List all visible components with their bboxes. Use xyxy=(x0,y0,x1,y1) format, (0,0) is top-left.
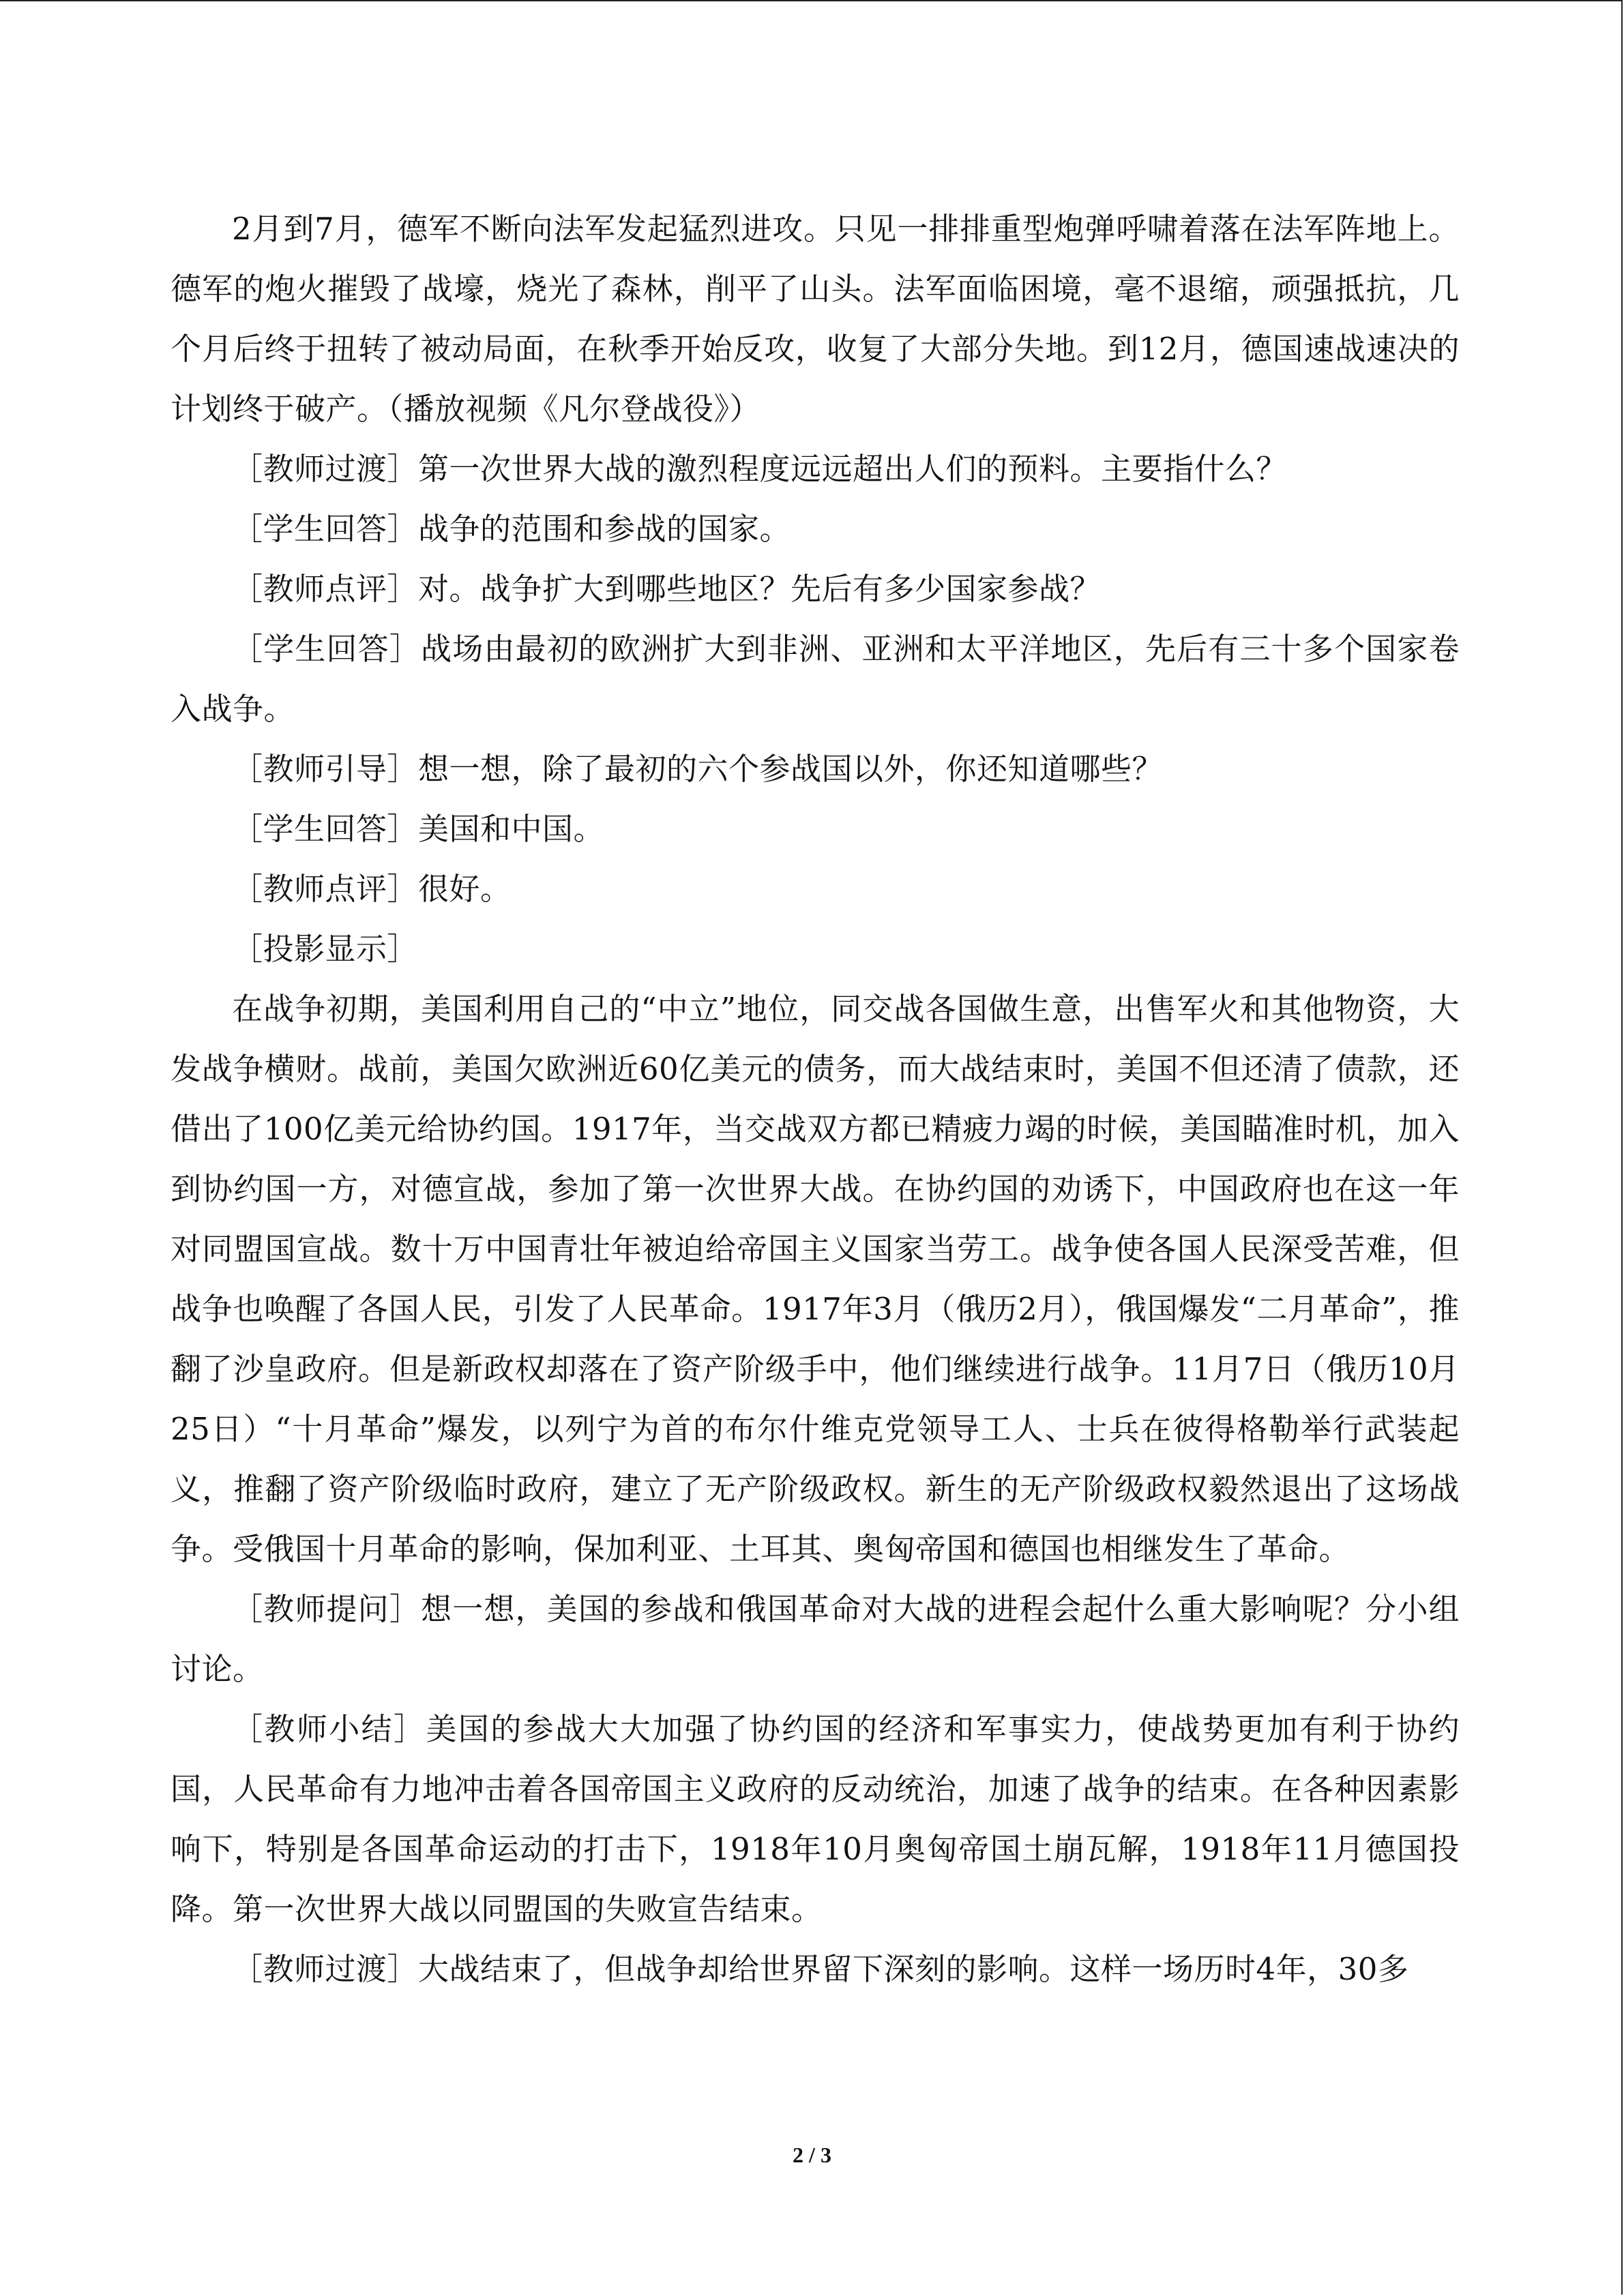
paragraph-teacher-guide: ［教师引导］想一想，除了最初的六个参战国以外，你还知道哪些？ xyxy=(232,751,1164,787)
paragraph-teacher-question: ［教师提问］想一想，美国的参战和俄国革命对大战的进程会起什么重大影响呢？分小组讨论。 xyxy=(171,1591,1460,1687)
paragraph-student-answer: ［学生回答］战争的范围和参战的国家。 xyxy=(232,511,791,547)
paragraph-teacher-transition: ［教师过渡］第一次世界大战的激烈程度远远超出人们的预料。主要指什么？ xyxy=(232,451,1288,487)
paragraph-projection-content: 在战争初期，美国利用自己的“中立”地位，同交战各国做生意，出售军火和其他物资，大发战争横财。战前，美国欠欧洲近60亿美元的债务，而大战结束时，美国不但还清了债款，还借出了100亿美元给协约国。1917年，当交战双方都已精疲力竭的时候，美国瞄准时机，加入到协约国一方，对德宣战，参加了第一次世界大战。在协约国的劝诱下，中国政府也在这一年对同盟国宣战。数十万中国青壮年被迫给帝国主义国家当劳工。战争使各国人民深受苦难，但战争也唤醒了各国人民，引发了人民革命。1917年3月（俄历2月），俄国爆发“二月革命”，推翻了沙皇政府。但是新政权却落在了资产阶级手中，他们继续进行战争。11月7日（俄历10月25日）“十月革命”爆发，以列宁为首的布尔什维克党领导工人、士兵在彼得格勒举行武装起义，推翻了资产阶级临时政府，建立了无产阶级政权。新生的无产阶级政权毅然退出了这场战争。受俄国十月革命的影响，保加利亚、土耳其、奥匈帝国和德国也相继发生了革命。 xyxy=(171,991,1460,1567)
paragraph-teacher-transition: ［教师过渡］大战结束了，但战争却给世界留下深刻的影响。这样一场历时4年，30多 xyxy=(232,1951,1409,1987)
page-number: 2 / 3 xyxy=(793,2143,831,2167)
paragraph-verdun-battle: 2月到7月，德军不断向法军发起猛烈进攻。只见一排排重型炮弹呼啸着落在法军阵地上。德军的炮火摧毁了战壕，烧光了森林，削平了山头。法军面临困境，毫不退缩，顽强抵抗，几个月后终于扭转了被动局面，在秋季开始反攻，收复了大部分失地。到12月，德国速战速决的计划终于破产。（播放视频《凡尔登战役》） xyxy=(171,211,1460,427)
paragraph-teacher-comment: ［教师点评］对。战争扩大到哪些地区？先后有多少国家参战？ xyxy=(232,571,1102,607)
document-body xyxy=(171,199,1460,1999)
paragraph-student-answer: ［学生回答］美国和中国。 xyxy=(232,811,605,847)
paragraph-teacher-summary: ［教师小结］美国的参战大大加强了协约国的经济和军事实力，使战势更加有利于协约国，人民革命有力地冲击着各国帝国主义政府的反动统治，加速了战争的结束。在各种因素影响下，特别是各国革命运动的打击下，1918年10月奥匈帝国土崩瓦解，1918年11月德国投降。第一次世界大战以同盟国的失败宣告结束。 xyxy=(171,1711,1460,1927)
paragraph-projection-label: ［投影显示］ xyxy=(232,931,419,967)
paragraph-teacher-comment: ［教师点评］很好。 xyxy=(232,871,512,907)
paragraph-student-answer: ［学生回答］战场由最初的欧洲扩大到非洲、亚洲和太平洋地区，先后有三十多个国家卷入战争。 xyxy=(171,631,1460,727)
